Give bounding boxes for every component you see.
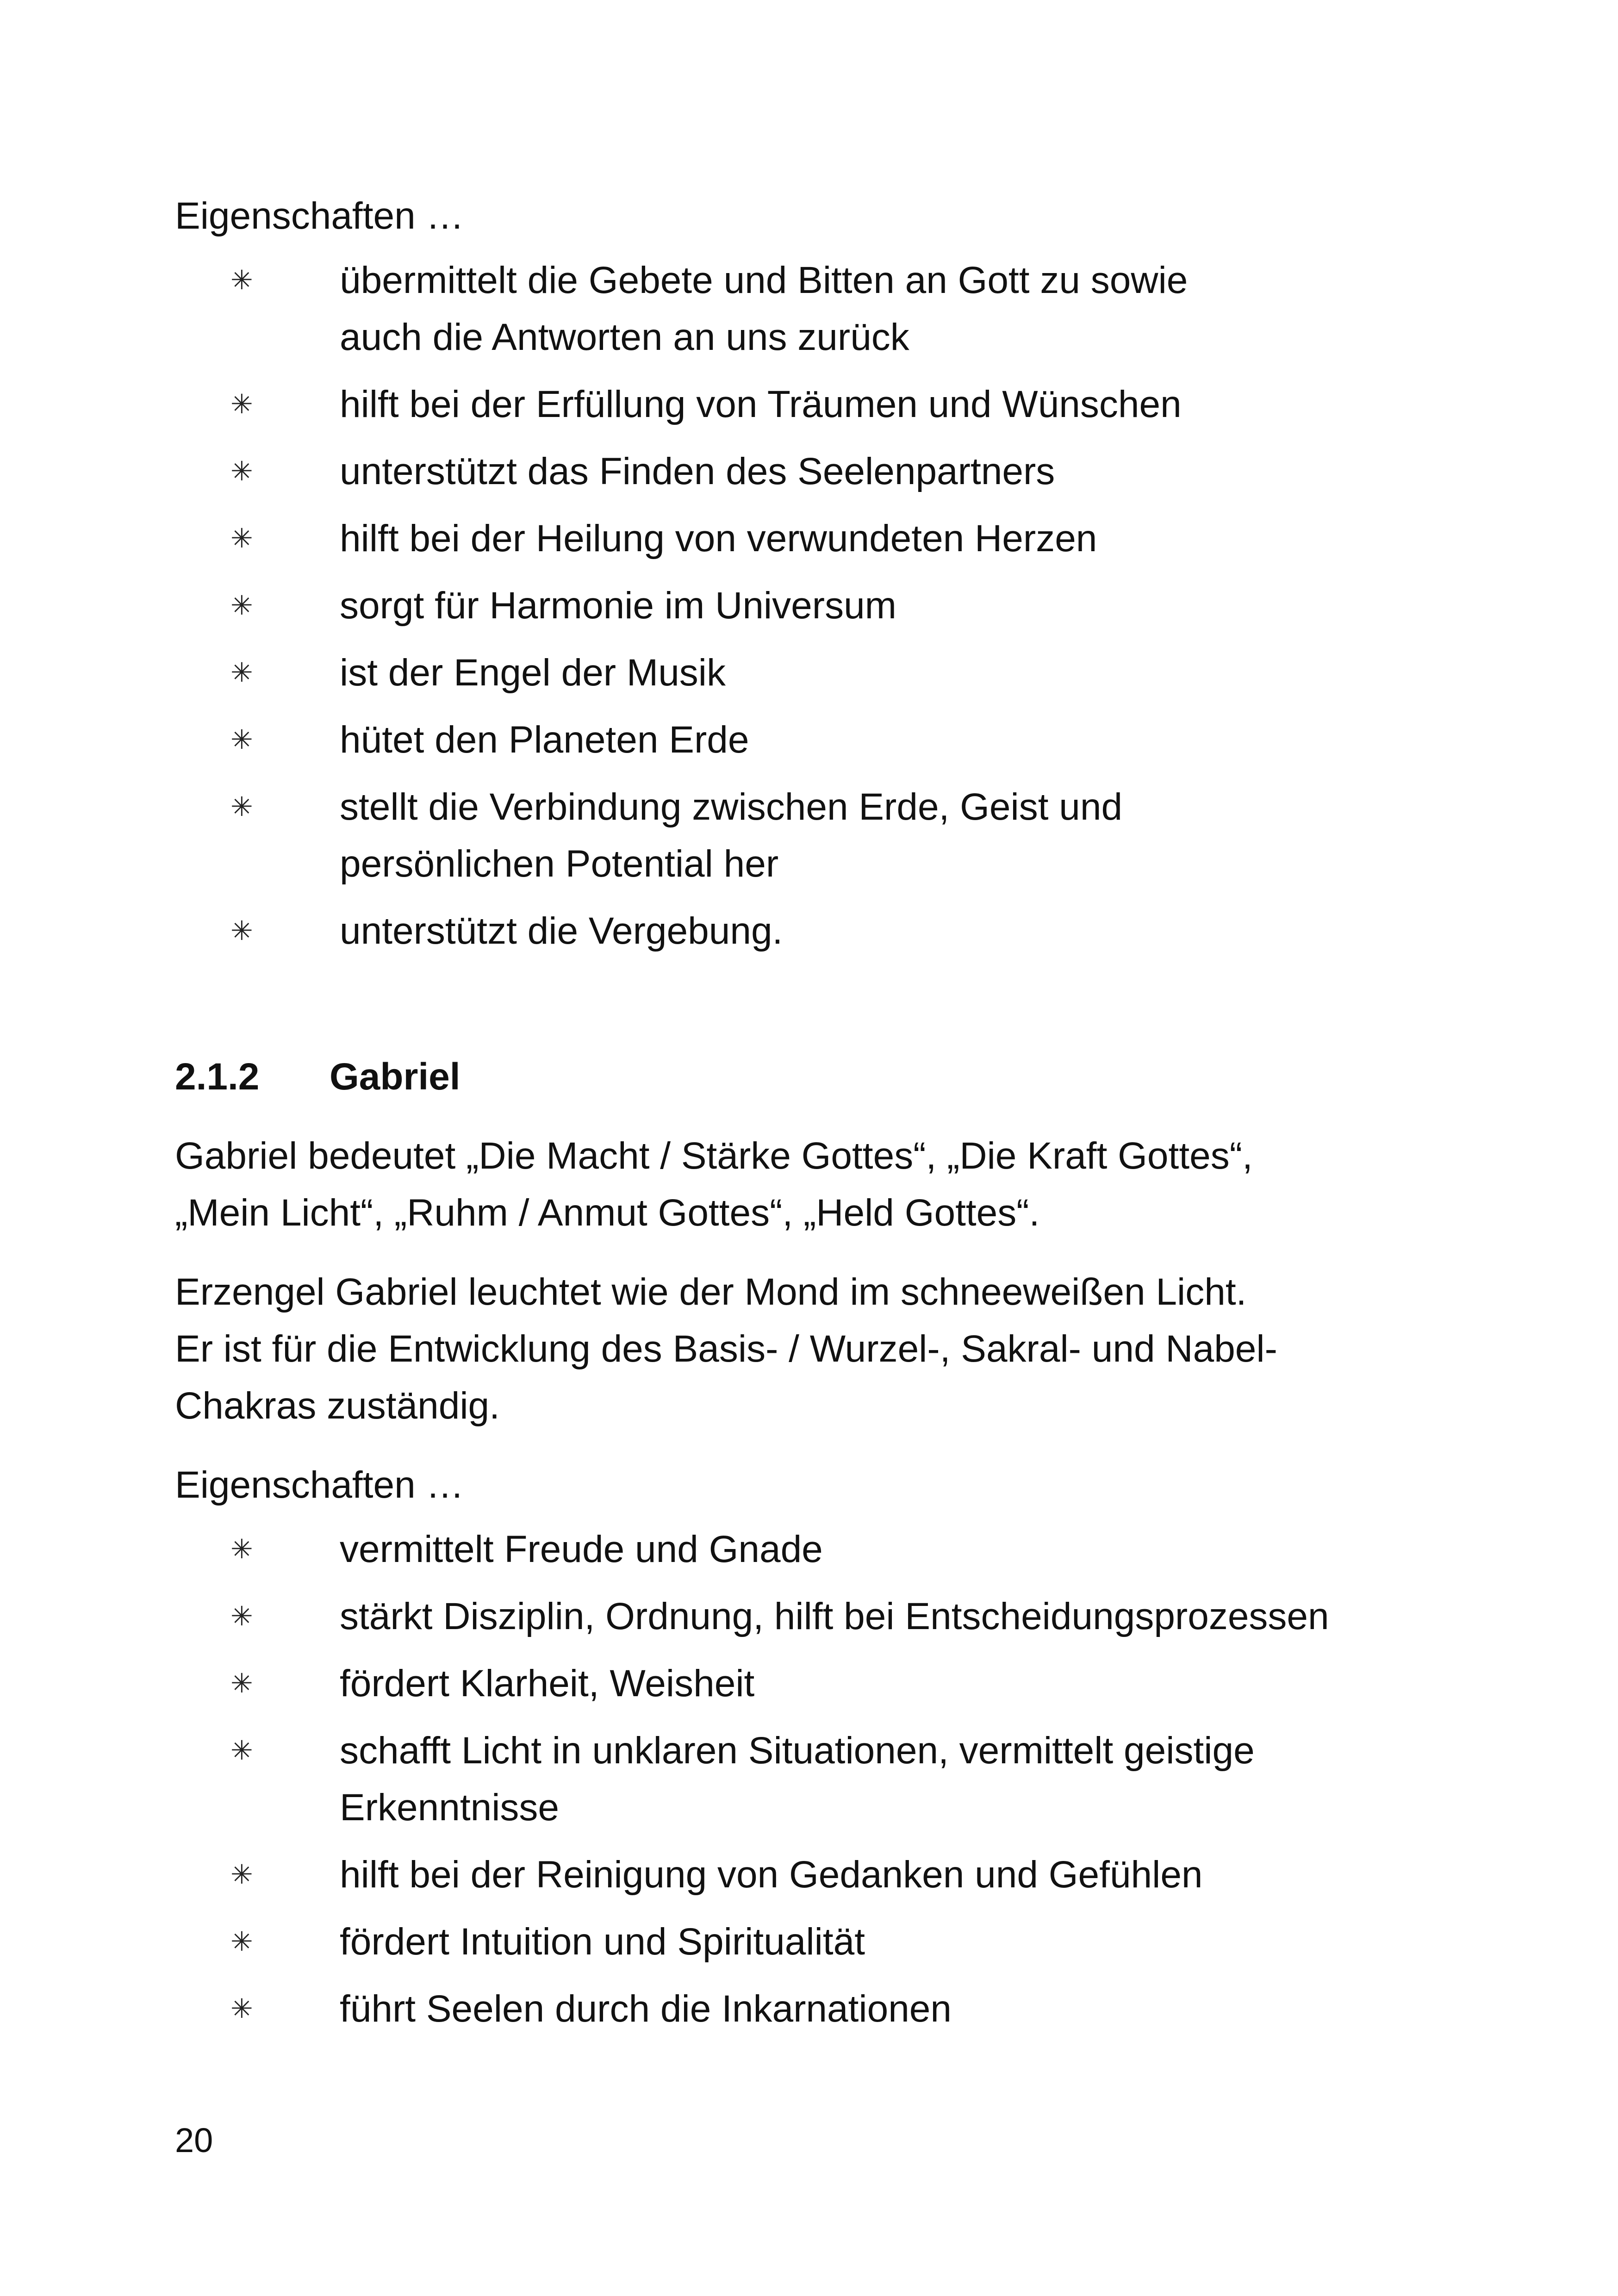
list-item-text: schafft Licht in unklaren Situationen, vermittelt geistige bbox=[340, 1730, 1255, 1772]
list-item bbox=[175, 252, 1471, 366]
asterisk-bullet-icon: ✳ bbox=[230, 388, 253, 420]
asterisk-bullet-icon: ✳ bbox=[230, 1735, 253, 1766]
gabriel-meaning-line: „Mein Licht“, „Ruhm / Anmut Gottes“, „Held Gottes“. bbox=[175, 1192, 1040, 1234]
asterisk-bullet-icon: ✳ bbox=[230, 1859, 253, 1890]
list-item-text: vermittelt Freude und Gnade bbox=[340, 1528, 823, 1570]
asterisk-bullet-icon: ✳ bbox=[230, 791, 253, 822]
list-item bbox=[175, 510, 1471, 567]
list-item bbox=[175, 376, 1471, 433]
asterisk-bullet-icon: ✳ bbox=[230, 455, 253, 487]
list-item bbox=[175, 443, 1471, 500]
gabriel-description-line: Erzengel Gabriel leuchtet wie der Mond im schneeweißen Licht. bbox=[175, 1271, 1247, 1313]
list-item-text: unterstützt die Vergebung. bbox=[340, 910, 783, 952]
list-item-text: Erkenntnisse bbox=[340, 1786, 560, 1829]
list-item bbox=[175, 644, 1471, 701]
section-title: Gabriel bbox=[330, 1056, 461, 1098]
gabriel-intro: Eigenschaften … bbox=[175, 1464, 464, 1506]
asterisk-bullet-icon: ✳ bbox=[230, 915, 253, 946]
list-item-text: übermittelt die Gebete und Bitten an Gott zu sowie bbox=[340, 259, 1188, 301]
list-item-text: fördert Intuition und Spiritualität bbox=[340, 1921, 865, 1963]
gabriel-meaning bbox=[175, 1127, 1471, 1241]
list-item-text: fördert Klarheit, Weisheit bbox=[340, 1662, 755, 1705]
list-item bbox=[175, 577, 1471, 634]
list-item-text: unterstützt das Finden des Seelenpartners bbox=[340, 450, 1055, 492]
gabriel-description bbox=[175, 1263, 1471, 1434]
list-item-text: persönlichen Potential her bbox=[340, 843, 779, 885]
list-item-text: führt Seelen durch die Inkarnationen bbox=[340, 1988, 952, 2030]
section1-intro: Eigenschaften … bbox=[175, 195, 464, 237]
asterisk-bullet-icon: ✳ bbox=[230, 1926, 253, 1957]
gabriel-properties-list bbox=[175, 1521, 1471, 2037]
list-item bbox=[175, 1588, 1471, 1645]
gabriel-meaning-line: Gabriel bedeutet „Die Macht / Stärke Gottes“, „Die Kraft Gottes“, bbox=[175, 1135, 1253, 1177]
list-item-text: ist der Engel der Musik bbox=[340, 652, 726, 694]
list-item-text: hütet den Planeten Erde bbox=[340, 719, 749, 761]
section1-properties-list bbox=[175, 252, 1471, 959]
list-item-text: auch die Antworten an uns zurück bbox=[340, 316, 909, 358]
list-item bbox=[175, 1913, 1471, 1970]
asterisk-bullet-icon: ✳ bbox=[230, 1668, 253, 1699]
list-item bbox=[175, 902, 1471, 959]
asterisk-bullet-icon: ✳ bbox=[230, 657, 253, 688]
list-item bbox=[175, 1521, 1471, 1578]
list-item bbox=[175, 1722, 1471, 1836]
page-content bbox=[175, 187, 1471, 2047]
page-number: 20 bbox=[175, 2121, 213, 2159]
gabriel-description-line: Er ist für die Entwicklung des Basis- / Wurzel-, Sakral- und Nabel- bbox=[175, 1328, 1277, 1370]
asterisk-bullet-icon: ✳ bbox=[230, 724, 253, 755]
asterisk-bullet-icon: ✳ bbox=[230, 1533, 253, 1565]
asterisk-bullet-icon: ✳ bbox=[230, 1600, 253, 1632]
list-item bbox=[175, 1846, 1471, 1903]
list-item bbox=[175, 711, 1471, 768]
asterisk-bullet-icon: ✳ bbox=[230, 264, 253, 296]
asterisk-bullet-icon: ✳ bbox=[230, 523, 253, 554]
list-item-text: stellt die Verbindung zwischen Erde, Geist und bbox=[340, 786, 1123, 828]
list-item bbox=[175, 1655, 1471, 1712]
list-item bbox=[175, 1980, 1471, 2037]
list-item-text: hilft bei der Reinigung von Gedanken und Gefühlen bbox=[340, 1854, 1203, 1896]
list-item bbox=[175, 778, 1471, 892]
gabriel-description-line: Chakras zuständig. bbox=[175, 1385, 500, 1427]
asterisk-bullet-icon: ✳ bbox=[230, 590, 253, 621]
list-item-text: stärkt Disziplin, Ordnung, hilft bei Entscheidungsprozessen bbox=[340, 1595, 1329, 1637]
list-item-text: hilft bei der Erfüllung von Träumen und Wünschen bbox=[340, 383, 1182, 425]
asterisk-bullet-icon: ✳ bbox=[230, 1993, 253, 2024]
section-heading bbox=[175, 1048, 1471, 1105]
list-item-text: hilft bei der Heilung von verwundeten Herzen bbox=[340, 517, 1097, 560]
list-item-text: sorgt für Harmonie im Universum bbox=[340, 585, 896, 627]
section-number: 2.1.2 bbox=[175, 1056, 260, 1098]
